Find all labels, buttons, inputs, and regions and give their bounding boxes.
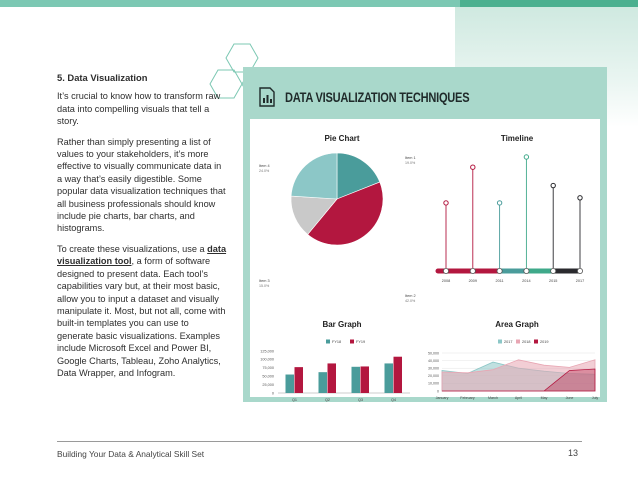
bar-mark — [286, 375, 295, 393]
timeline-node — [524, 268, 529, 273]
timeline-tick-label: 2014 — [522, 279, 531, 283]
area-legend-label: 2018 — [522, 340, 531, 344]
area-y-tick-label: 10,000 — [428, 381, 439, 386]
bar-mark — [352, 367, 361, 393]
paragraph-tools-start: To create these visualizations, use a — [57, 243, 208, 254]
pie-slice-label: Item 1 — [405, 156, 416, 160]
data-visualization-tool-link[interactable]: data visualization tool — [57, 243, 227, 267]
pie-slice-label: Item 2 — [405, 294, 416, 298]
body-text-column — [57, 72, 227, 387]
timeline-marker — [524, 155, 528, 159]
techniques-panel — [243, 67, 607, 402]
area-category-label: May — [540, 396, 548, 400]
timeline-tick-label: 2011 — [495, 279, 504, 283]
charts-area — [250, 119, 600, 402]
section-heading: 5. Data Visualization — [57, 72, 148, 83]
bar-mark — [295, 367, 304, 393]
timeline-title: Timeline — [500, 134, 534, 143]
panel-title: DATA VISUALIZATION TECHNIQUES — [285, 89, 470, 105]
footer-title: Building Your Data & Analytical Skill Set — [57, 449, 205, 459]
bar-mark — [328, 363, 337, 393]
paragraph-intro: It’s crucial to know how to transform raw data into compelling visuals that tell a story. — [57, 91, 221, 127]
timeline-node — [443, 268, 448, 273]
area-legend-swatch — [534, 340, 538, 344]
pie-slice-value: 15.0% — [259, 284, 270, 288]
bar-legend-swatch — [350, 340, 354, 344]
timeline-marker — [578, 196, 582, 200]
area-graph-title: Area Graph — [495, 320, 539, 329]
bar-graph-title: Bar Graph — [322, 320, 362, 329]
area-category-label: June — [565, 396, 574, 400]
bar-chart-document-icon — [257, 87, 277, 107]
charts-canvas — [250, 119, 600, 402]
top-accent-band-dark — [460, 0, 638, 7]
pie-slice-label: Item 3 — [259, 279, 270, 283]
bar-legend-swatch — [326, 340, 330, 344]
area-legend-swatch — [516, 340, 520, 344]
bar-category-label: Q4 — [390, 398, 397, 402]
area-legend-label: 2017 — [504, 340, 513, 344]
bar-mark — [319, 372, 328, 393]
bar-y-tick-label: 25,000 — [262, 382, 274, 387]
bar-legend-label: FY18 — [332, 340, 342, 344]
panel-header — [257, 81, 510, 113]
pie-slice-value: 42.0% — [405, 299, 416, 303]
bar-mark — [385, 363, 394, 393]
bar-y-tick-label: 100,000 — [260, 357, 274, 362]
pie-slice-value: 24.0% — [259, 169, 270, 173]
timeline-marker — [471, 165, 475, 169]
area-legend-label: 2019 — [540, 340, 549, 344]
bar-mark — [394, 357, 403, 393]
bar-mark — [361, 366, 370, 393]
area-y-tick-label: 50,000 — [428, 351, 439, 356]
bar-category-label: Q2 — [324, 398, 331, 402]
timeline-marker — [551, 183, 555, 187]
top-accent-band — [0, 0, 460, 7]
timeline-node — [577, 268, 582, 273]
area-legend-swatch — [498, 340, 502, 344]
bar-y-tick-label: 75,000 — [262, 366, 274, 371]
page-number: 13 — [568, 448, 579, 458]
area-y-tick-label: 20,000 — [428, 374, 439, 379]
area-category-label: January — [435, 396, 449, 400]
timeline-tick-label: 2009 — [468, 279, 478, 283]
timeline-node — [470, 268, 475, 273]
timeline-tick-label: 2008 — [441, 279, 451, 283]
bar-y-tick-label: 50,000 — [262, 374, 274, 379]
timeline-node — [497, 268, 502, 273]
bar-category-label: Q3 — [357, 398, 364, 402]
timeline-tick-label: 2017 — [575, 279, 585, 283]
area-category-label: March — [488, 396, 498, 400]
area-category-label: April — [514, 396, 523, 400]
footer-divider — [57, 441, 582, 442]
timeline-marker — [497, 201, 501, 205]
pie-chart-title: Pie Chart — [324, 134, 360, 143]
pie-slice-label: Item 4 — [259, 164, 270, 168]
paragraph-tools — [57, 243, 227, 379]
area-y-tick-label: 0 — [437, 389, 439, 394]
area-category-label: July — [591, 396, 599, 400]
paragraph-tools-end: , a form of software designed to present data. Each tool’s capabilities vary but, at their most basic, allow you to input a dataset and visually manipulate it. Most, but not all, come with built-in templates you can use to generate basic visualizations. Examples include Microsoft Excel and Power BI, Google Charts, Tableau, Zoho Analytics, Data Wrapper, and Infogram. — [57, 256, 226, 378]
timeline-node — [551, 268, 556, 273]
area-category-label: February — [460, 396, 475, 400]
timeline-marker — [444, 201, 448, 205]
timeline-tick-label: 2015 — [548, 279, 558, 283]
pie-slice — [291, 153, 337, 199]
area-y-tick-label: 40,000 — [428, 358, 439, 363]
pie-slice-value: 19.0% — [405, 161, 416, 165]
paragraph-communicate: Rather than simply presenting a list of values to your stakeholders, it’s more effective to visually communicate data in a way that’s easily digestible. Some popular data visualization techniques that all business professionals should know include pie charts, bar charts, and histograms. — [57, 136, 226, 234]
area-y-tick-label: 30,000 — [428, 366, 439, 371]
bar-y-tick-label: 0 — [271, 391, 274, 396]
bar-category-label: Q1 — [291, 398, 298, 402]
bar-y-tick-label: 125,000 — [260, 349, 274, 354]
bar-legend-label: FY19 — [356, 340, 366, 344]
